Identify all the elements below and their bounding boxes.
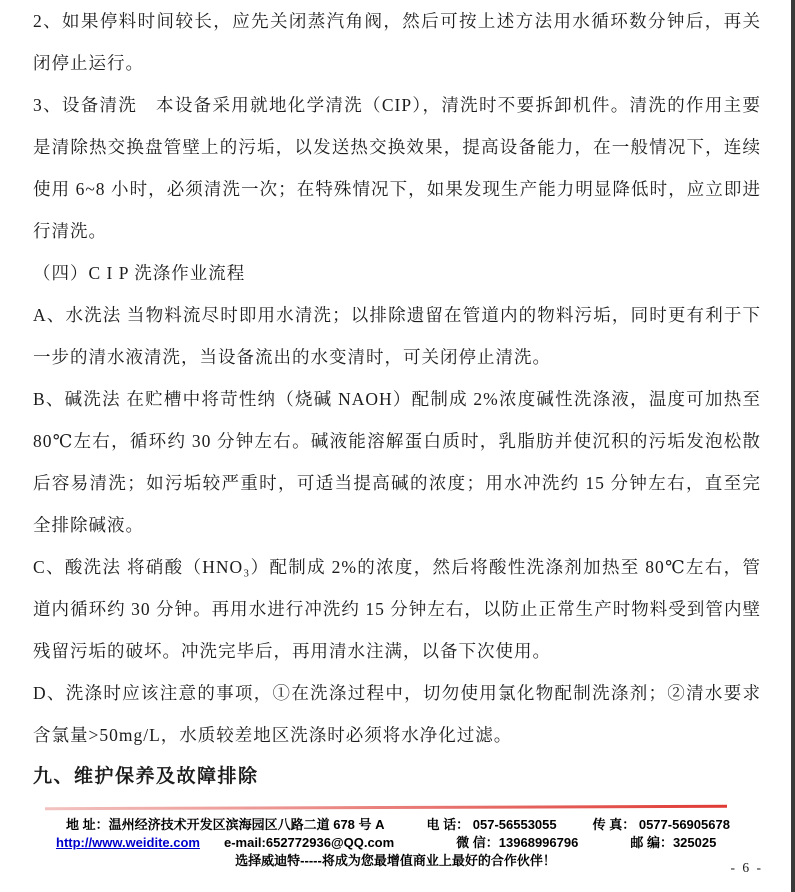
- paragraph: 3、设备清洗 本设备采用就地化学清洗（CIP），清洗时不要拆卸机件。清洗的作用主要是清除热交换盘管壁上的污垢，以发送热交换效果，提高设备能力，在一般情况下，连续使用 6~8 小时，必须清洗一次；在特殊情况下，如果发现生产能力明显降低时，应立即进行清洗。: [33, 95, 761, 241]
- footer-website-link[interactable]: http://www.weidite.com: [56, 834, 200, 850]
- paragraph: B、碱洗法 在贮槽中将苛性纳（烧碱 NAOH）配制成 2%浓度碱性洗涤液，温度可加热至 80℃左右，循环约 30 分钟左右。碱液能溶解蛋白质时，乳脂肪并使沉积的污垢发泡松散后容易清洗；如污垢较严重时，可适当提高碱的浓度；用水冲洗约 15 分钟左右，直至完全排除碱液。: [33, 389, 761, 535]
- footer-phone: 电 话： 057-56553055: [426, 817, 557, 832]
- paragraph: D、洗涤时应该注意的事项，①在洗涤过程中，切勿使用氯化物配制洗涤剂；②清水要求含氯量>50mg/L，水质较差地区洗涤时必须将水净化过滤。: [33, 683, 761, 745]
- footer: [0, 816, 791, 870]
- footer-address: 地 址：温州经济技术开发区滨海园区八路二道 678 号 A: [66, 817, 385, 832]
- paragraph: 2、如果停料时间较长，应先关闭蒸汽角阀，然后可按上述方法用水循环数分钟后，再关闭停止运行。: [33, 11, 761, 73]
- footer-slogan: 选择威迪特-----将成为您最增值商业上最好的合作伙伴！: [235, 853, 556, 868]
- footer-fax: 传 真： 0577-56905678: [592, 817, 730, 832]
- section-heading: 九、维护保养及故障排除: [33, 766, 259, 787]
- footer-row-web: [0, 834, 791, 852]
- document-body: [33, 0, 761, 798]
- footer-wechat: 微 信：13968996796: [456, 834, 579, 850]
- paragraph: C、酸洗法 将硝酸（HNO₃）配制成 2%的浓度，然后将酸性洗涤剂加热至 80℃左右，管道内循环约 30 分钟。再用水进行冲洗约 15 分钟左右，以防止正常生产时物料受到管内壁残留污垢的破坏。冲洗完毕后，再用清水注满，以备下次使用。: [33, 557, 761, 661]
- footer-divider-line: [45, 805, 727, 810]
- footer-row-contact: [0, 816, 791, 834]
- paragraph: （四）C I P 洗涤作业流程: [33, 263, 246, 283]
- footer-email: e-mail:652772936@QQ.com: [223, 834, 395, 850]
- page-number: - 6 -: [730, 860, 763, 875]
- footer-postcode: 邮 编：325025: [630, 834, 717, 850]
- paragraph: A、水洗法 当物料流尽时即用水清洗；以排除遗留在管道内的物料污垢，同时更有利于下一步的清水液清洗，当设备流出的水变清时，可关闭停止清洗。: [33, 305, 761, 367]
